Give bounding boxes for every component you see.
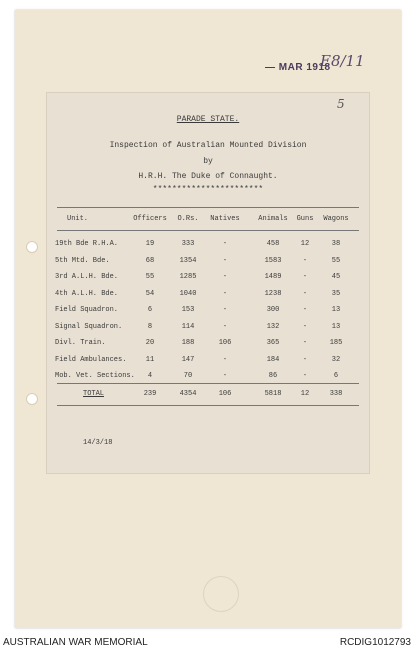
table-total-row-cell: TOTAL — [83, 390, 105, 398]
table-row-cell: 54 — [145, 289, 155, 298]
table-rule — [57, 405, 359, 406]
table-rule — [57, 207, 359, 208]
document-title: PARADE STATE. — [176, 115, 240, 124]
table-row-cell: - — [302, 355, 308, 364]
table-row-cell: 365 — [266, 339, 280, 347]
table-row-cell: - — [302, 306, 308, 314]
table-row-cell: - — [222, 355, 228, 364]
table-total-row-cell: 338 — [329, 390, 343, 398]
table-row-cell: 86 — [268, 372, 278, 380]
embossed-seal-icon — [203, 576, 239, 612]
table-row-cell: - — [302, 273, 308, 281]
table-row-cell: 1354 — [179, 256, 197, 265]
table-row-cell: 114 — [181, 322, 195, 331]
table-row-cell: 55 — [331, 256, 341, 265]
table-row-cell: - — [222, 240, 228, 248]
table-row-cell: - — [222, 306, 228, 314]
table-row-cell: 147 — [181, 355, 195, 364]
table-row-cell: - — [222, 289, 228, 298]
table-row-cell: 300 — [266, 306, 280, 314]
footer-record-id: RCDIG1012793 — [339, 637, 411, 648]
table-row-cell: 1238 — [264, 289, 282, 298]
table-total-row-cell: 5818 — [264, 390, 282, 398]
table-row-cell: - — [222, 372, 228, 380]
heading-line-3: H.R.H. The Duke of Connaught. — [138, 172, 278, 181]
table-row-cell: Divl. Train. — [55, 339, 106, 347]
table-row-cell: 70 — [183, 372, 193, 380]
table-row-cell: 3rd A.L.H. Bde. — [55, 273, 119, 281]
table-row-cell: 4 — [147, 372, 153, 380]
table-row-cell: 4th A.L.H. Bde. — [55, 289, 119, 298]
table-row-cell: 19th Bde R.H.A. — [55, 240, 119, 248]
table-row-cell: 6 — [333, 372, 339, 380]
heading-divider: *********************** — [152, 185, 264, 194]
table-row-cell: - — [302, 322, 308, 331]
page-number: 5 — [337, 97, 345, 111]
table-row-cell: 38 — [331, 240, 341, 248]
table-row-cell: 35 — [331, 289, 341, 298]
table-row-cell: Field Squadron. — [55, 306, 119, 314]
table-header-cell: Officers — [133, 215, 167, 223]
punch-hole — [26, 241, 38, 253]
table-row-cell: Field Ambulances. — [55, 355, 127, 364]
table-total-row-cell: 106 — [218, 390, 232, 398]
table-total-row-cell: 239 — [143, 390, 157, 398]
heading-line-1: Inspection of Australian Mounted Division — [109, 141, 307, 150]
table-row-cell: 13 — [331, 322, 341, 331]
table-header-cell: Natives — [210, 215, 240, 223]
table-header-cell: Guns — [296, 215, 314, 223]
heading-line-2: by — [203, 157, 213, 166]
table-row-cell: 188 — [181, 339, 195, 347]
table-row-cell: 1040 — [179, 289, 197, 298]
handwritten-reference: E8/11 — [320, 52, 365, 70]
table-row-cell: - — [302, 289, 308, 298]
table-total-row-cell: 4354 — [179, 390, 197, 398]
table-row-cell: - — [302, 372, 308, 380]
table-row-cell: 12 — [300, 240, 310, 248]
table-row-cell: 68 — [145, 256, 155, 265]
table-row-cell: - — [222, 273, 228, 281]
table-row-cell: 106 — [218, 339, 232, 347]
table-row-cell: 19 — [145, 240, 155, 248]
table-row-cell: 1489 — [264, 273, 282, 281]
table-row-cell: 5th Mtd. Bde. — [55, 256, 110, 265]
table-header-cell: Unit. — [67, 215, 89, 223]
punch-hole — [26, 393, 38, 405]
table-total-row-cell: 12 — [300, 390, 310, 398]
table-row-cell: 13 — [331, 306, 341, 314]
parade-state-slip — [46, 92, 370, 474]
date-stamp: — MAR 1918 — [265, 62, 331, 73]
table-row-cell: - — [222, 256, 228, 265]
table-rule — [57, 230, 359, 231]
table-row-cell: 8 — [147, 322, 153, 331]
table-row-cell: 55 — [145, 273, 155, 281]
table-row-cell: 153 — [181, 306, 195, 314]
table-row-cell: 45 — [331, 273, 341, 281]
table-row-cell: 185 — [329, 339, 343, 347]
table-row-cell: 333 — [181, 240, 195, 248]
table-header-cell: Animals — [258, 215, 288, 223]
table-header-cell: O.Rs. — [177, 215, 199, 223]
table-row-cell: 184 — [266, 355, 280, 364]
table-row-cell: 6 — [147, 306, 153, 314]
table-row-cell: 20 — [145, 339, 155, 347]
table-row-cell: 132 — [266, 322, 280, 331]
table-row-cell: 11 — [145, 355, 155, 364]
table-row-cell: 458 — [266, 240, 280, 248]
table-row-cell: - — [222, 322, 228, 331]
table-row-cell: - — [302, 339, 308, 347]
table-header-cell: Wagons — [323, 215, 349, 223]
footer-institution: AUSTRALIAN WAR MEMORIAL — [3, 637, 148, 648]
table-rule — [57, 383, 359, 384]
table-row-cell: 1583 — [264, 256, 282, 265]
table-row-cell: - — [302, 256, 308, 265]
table-row-cell: 1285 — [179, 273, 197, 281]
document-date: 14/3/18 — [83, 439, 113, 447]
table-row-cell: Mob. Vet. Sections. — [55, 372, 135, 380]
table-row-cell: Signal Squadron. — [55, 322, 123, 331]
table-row-cell: 32 — [331, 355, 341, 364]
